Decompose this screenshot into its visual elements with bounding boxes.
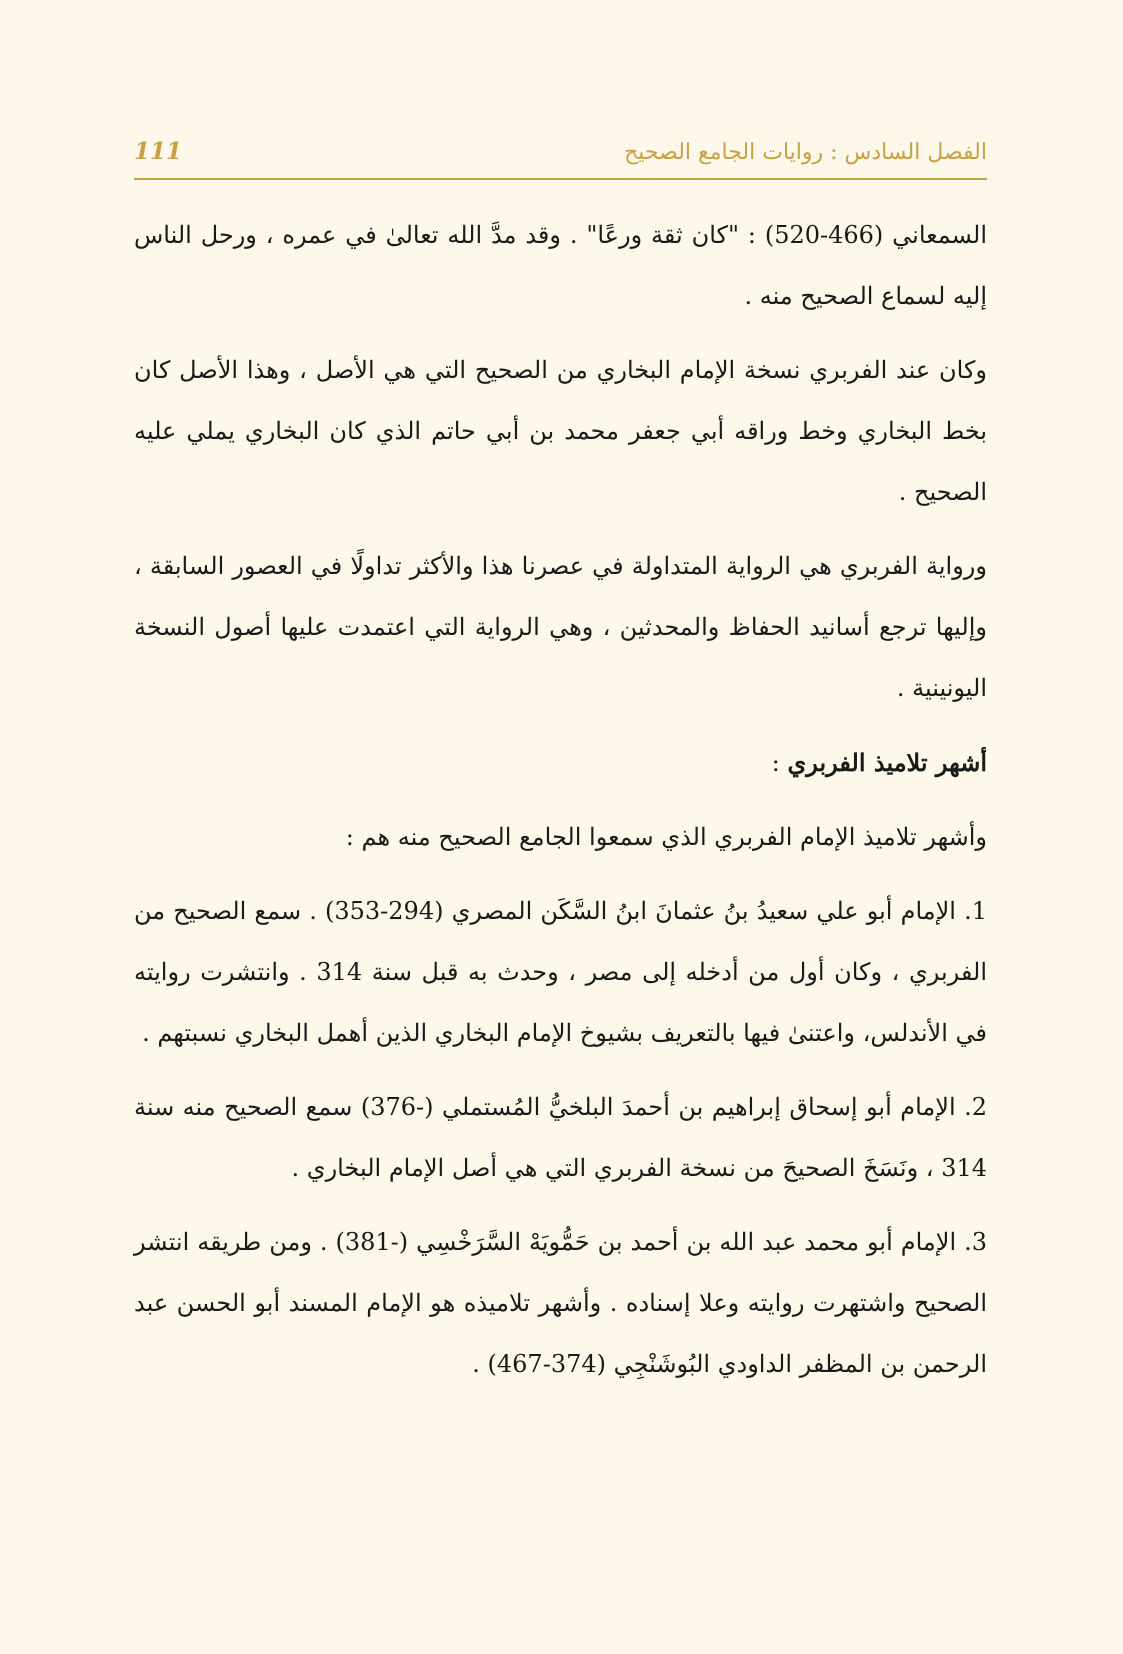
page-body — [134, 205, 987, 1408]
section-heading-text: أشهر تلاميذ الفربري — [787, 748, 987, 777]
paragraph-samani: السمعاني (466-520) : "كان ثقة ورعًا" . وقد مدَّ الله تعالىٰ في عمره ، ورحل الناس إليه لسماع الصحيح منه . — [134, 221, 987, 310]
list-item-al-sarakhsi: 3. الإمام أبو محمد عبد الله بن أحمد بن حَمُّويَهْ السَّرَخْسِي (-381) . ومن طريقه انتشر الصحيح واشتهرت روايته وعلا إسناده . وأشهر تلاميذه هو الإمام المسند أبو الحسن عبد الرحمن بن المظفر الداودي البُوشَنْجِي (374-467) . — [134, 1228, 988, 1378]
chapter-title: الفصل السادس : روايات الجامع الصحيح — [624, 140, 987, 165]
paragraph-firabri-manuscript: وكان عند الفربري نسخة الإمام البخاري من الصحيح التي هي الأصل ، وهذا الأصل كان بخط البخاري وخط وراقه أبي جعفر محمد بن أبي حاتم الذي كان البخاري يملي عليه الصحيح . — [134, 356, 987, 506]
header-divider — [134, 178, 987, 180]
page-number: 111 — [134, 138, 183, 165]
running-header — [134, 134, 987, 178]
list-item-ibn-al-sakan: 1. الإمام أبو علي سعيدُ بنُ عثمانَ ابنُ السَّكَن المصري (294-353) . سمع الصحيح من الفربري ، وكان أول من أدخله إلى مصر ، وحدث به قبل سنة 314 . وانتشرت روايته في الأندلس، واعتنىٰ فيها بالتعريف بشيوخ الإمام البخاري الذين أهمل البخاري نسبتهم . — [134, 897, 988, 1047]
section-heading-colon: : — [771, 749, 788, 777]
list-item-al-mustamli: 2. الإمام أبو إسحاق إبراهيم بن أحمدَ البلخيُّ المُستملي (-376) سمع الصحيح منه سنة 314 ، ونَسَخَ الصحيحَ من نسخة الفربري التي هي أصل الإمام البخاري . — [134, 1093, 987, 1182]
paragraph-firabri-narration: ورواية الفربري هي الرواية المتداولة في عصرنا هذا والأكثر تداولًا في العصور السابقة ، وإليها ترجع أسانيد الحفاظ والمحدثين ، وهي الرواية التي اعتمدت عليها أصول النسخة اليونينية . — [134, 552, 987, 702]
section-heading — [134, 732, 987, 794]
paragraph-students-intro: وأشهر تلاميذ الإمام الفربري الذي سمعوا الجامع الصحيح منه هم : — [345, 823, 987, 851]
